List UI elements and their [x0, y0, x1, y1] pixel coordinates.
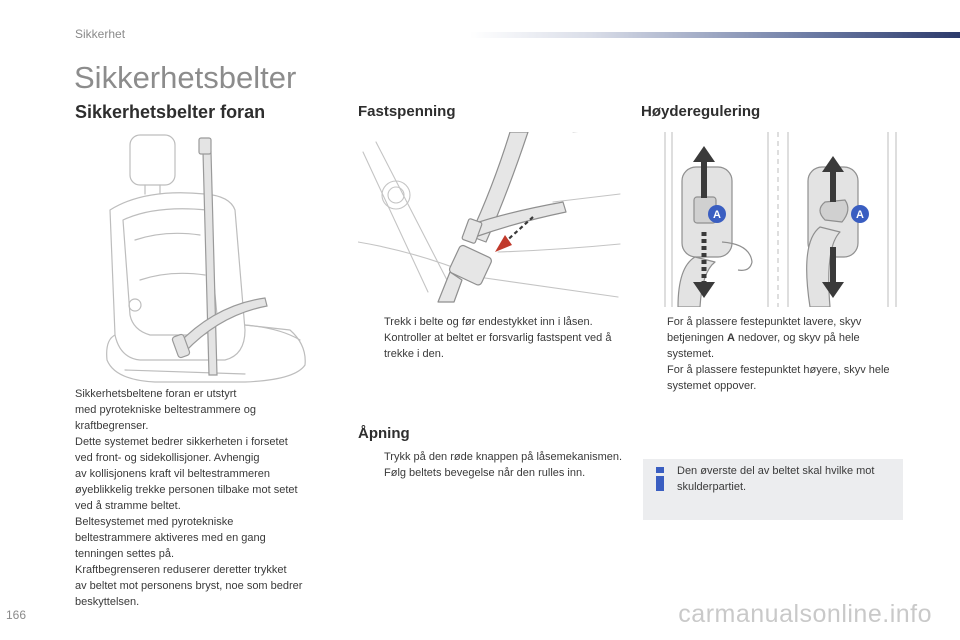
- page-number: 166: [6, 608, 27, 622]
- list-item: Trekk i belte og før endestykket inn i låsen.: [384, 316, 593, 328]
- info-note: [643, 459, 903, 520]
- info-icon: [656, 467, 664, 489]
- header-rule: [470, 32, 960, 38]
- opening-steps: [360, 449, 625, 481]
- list-item: Følg beltets bevegelse når den rulles inn.: [384, 467, 586, 479]
- page-title: Sikkerhetsbelter: [74, 60, 297, 95]
- buckle-illustration: [358, 132, 621, 304]
- list-item: Trykk på den røde knappen på låsemekanismen.: [384, 451, 623, 463]
- info-note-text: Den øverste del av beltet skal hvilke mot skulderpartiet.: [677, 465, 875, 493]
- height-adjust-steps: [643, 314, 898, 394]
- seat-belt-illustration: [95, 130, 315, 385]
- height-adjust-illustration: [660, 132, 903, 307]
- watermark: carmanualsonline.info: [678, 600, 932, 628]
- front-belts-heading: Sikkerhetsbelter foran: [75, 102, 266, 122]
- list-item: Kontroller at beltet er forsvarlig fastspent ved å trekke i den.: [384, 332, 612, 360]
- fastening-heading: Fastspenning: [358, 103, 456, 120]
- list-item: For å plassere festepunktet lavere, skyv betjeningen A nedover, og skyv på hele systemet.: [667, 316, 862, 360]
- fastening-steps: [360, 314, 625, 362]
- section-label: Sikkerhet: [75, 27, 126, 41]
- callout-letter: A: [713, 209, 721, 221]
- front-belts-text: Sikkerhetsbeltene foran er utstyrt med pyrotekniske beltestrammere og kraftbegrenser. Dette systemet bedrer sikkerheten i forsetet ved front- og sidekollisjoner. Avhengig av kollisjonens kraft vil beltestrammeren øyeblikkelig trekke personen tilbake mot setet ved å stramme beltet. Beltesystemet med pyrotekniske beltestrammere aktiveres med en gang tenningen settes på. Kraftbegrenseren reduserer deretter trykket av beltet mot personens bryst, noe som bedrer beskyttelsen.: [75, 388, 303, 608]
- height-adjust-heading: Høyderegulering: [641, 103, 761, 120]
- opening-heading: Åpning: [358, 425, 410, 442]
- callout-letter: A: [856, 209, 864, 221]
- list-item: For å plassere festepunktet høyere, skyv hele systemet oppover.: [667, 364, 890, 392]
